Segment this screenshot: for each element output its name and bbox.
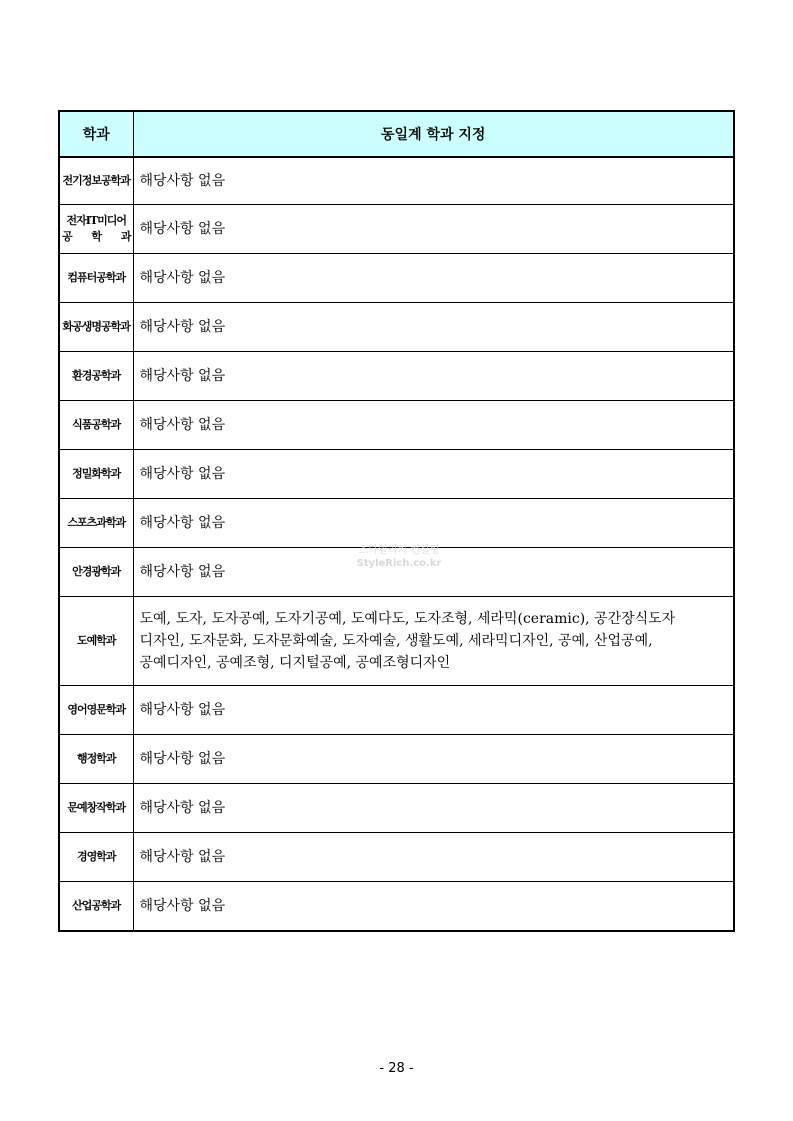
table-row — [59, 784, 734, 833]
table-row — [59, 882, 734, 932]
dept-cell: 영어영문학과 — [59, 686, 133, 735]
designation-cell: 해당사항 없음 — [133, 352, 734, 401]
designation-cell: 해당사항 없음 — [133, 157, 734, 205]
department-designation-table — [58, 110, 735, 932]
table-row — [59, 450, 734, 499]
dept-char: 학 — [91, 230, 102, 243]
dept-cell: 도예학과 — [59, 597, 133, 686]
dept-cell: 컴퓨터공학과 — [59, 254, 133, 303]
designation-cell — [133, 597, 734, 686]
dept-cell: 전기정보공학과 — [59, 157, 133, 205]
dept-cell: 정밀화학과 — [59, 450, 133, 499]
table-row — [59, 254, 734, 303]
designation-cell: 해당사항 없음 — [133, 303, 734, 352]
table-row — [59, 548, 734, 597]
dept-cell: 경영학과 — [59, 833, 133, 882]
designation-cell: 해당사항 없음 — [133, 735, 734, 784]
dept-cell: 화공생명공학과 — [59, 303, 133, 352]
dept-line — [60, 229, 133, 245]
table-row — [59, 157, 734, 205]
designation-cell: 해당사항 없음 — [133, 499, 734, 548]
table-row — [59, 597, 734, 686]
table-row — [59, 401, 734, 450]
designation-line: 디자인, 도자문화, 도자문화예술, 도자예술, 생활도예, 세라믹디자인, 공예, 산업공예, — [139, 633, 653, 649]
watermark-url: StyleRich.co.kr — [356, 558, 442, 569]
dept-line: 전자IT미디어 — [66, 214, 126, 227]
dept-cell: 산업공학과 — [59, 882, 133, 932]
designation-cell: 해당사항 없음 — [133, 882, 734, 932]
designation-cell: 해당사항 없음 — [133, 784, 734, 833]
header-designation: 동일계 학과 지정 — [133, 111, 734, 157]
designation-cell: 해당사항 없음 — [133, 205, 734, 254]
dept-char: 공 — [62, 230, 72, 243]
table-row — [59, 352, 734, 401]
table-row — [59, 205, 734, 254]
watermark-korean: 스타일리치 컨설팅 — [358, 545, 440, 556]
dept-cell — [59, 205, 133, 254]
dept-cell: 안경광학과 — [59, 548, 133, 597]
designation-line: 도예, 도자, 도자공예, 도자기공예, 도예다도, 도자조형, 세라믹(ceramic), 공간장식도자 — [139, 611, 676, 627]
designation-cell: 해당사항 없음 — [133, 833, 734, 882]
designation-cell: 해당사항 없음 — [133, 548, 734, 597]
dept-char: 과 — [120, 230, 131, 243]
designation-cell: 해당사항 없음 — [133, 450, 734, 499]
designation-cell: 해당사항 없음 — [133, 401, 734, 450]
page-number: - 28 - — [379, 1061, 414, 1076]
designation-cell: 해당사항 없음 — [133, 254, 734, 303]
dept-cell: 행정학과 — [59, 735, 133, 784]
table-row — [59, 833, 734, 882]
dept-cell: 식품공학과 — [59, 401, 133, 450]
dept-cell: 스포츠과학과 — [59, 499, 133, 548]
designation-cell: 해당사항 없음 — [133, 686, 734, 735]
header-dept: 학과 — [59, 111, 133, 157]
designation-line: 공예디자인, 공예조형, 디지털공예, 공예조형디자인 — [139, 655, 451, 671]
dept-cell: 문예창작학과 — [59, 784, 133, 833]
table-row — [59, 499, 734, 548]
table-header-row — [59, 111, 734, 157]
table-row — [59, 303, 734, 352]
table-row — [59, 686, 734, 735]
dept-cell: 환경공학과 — [59, 352, 133, 401]
table-row — [59, 735, 734, 784]
